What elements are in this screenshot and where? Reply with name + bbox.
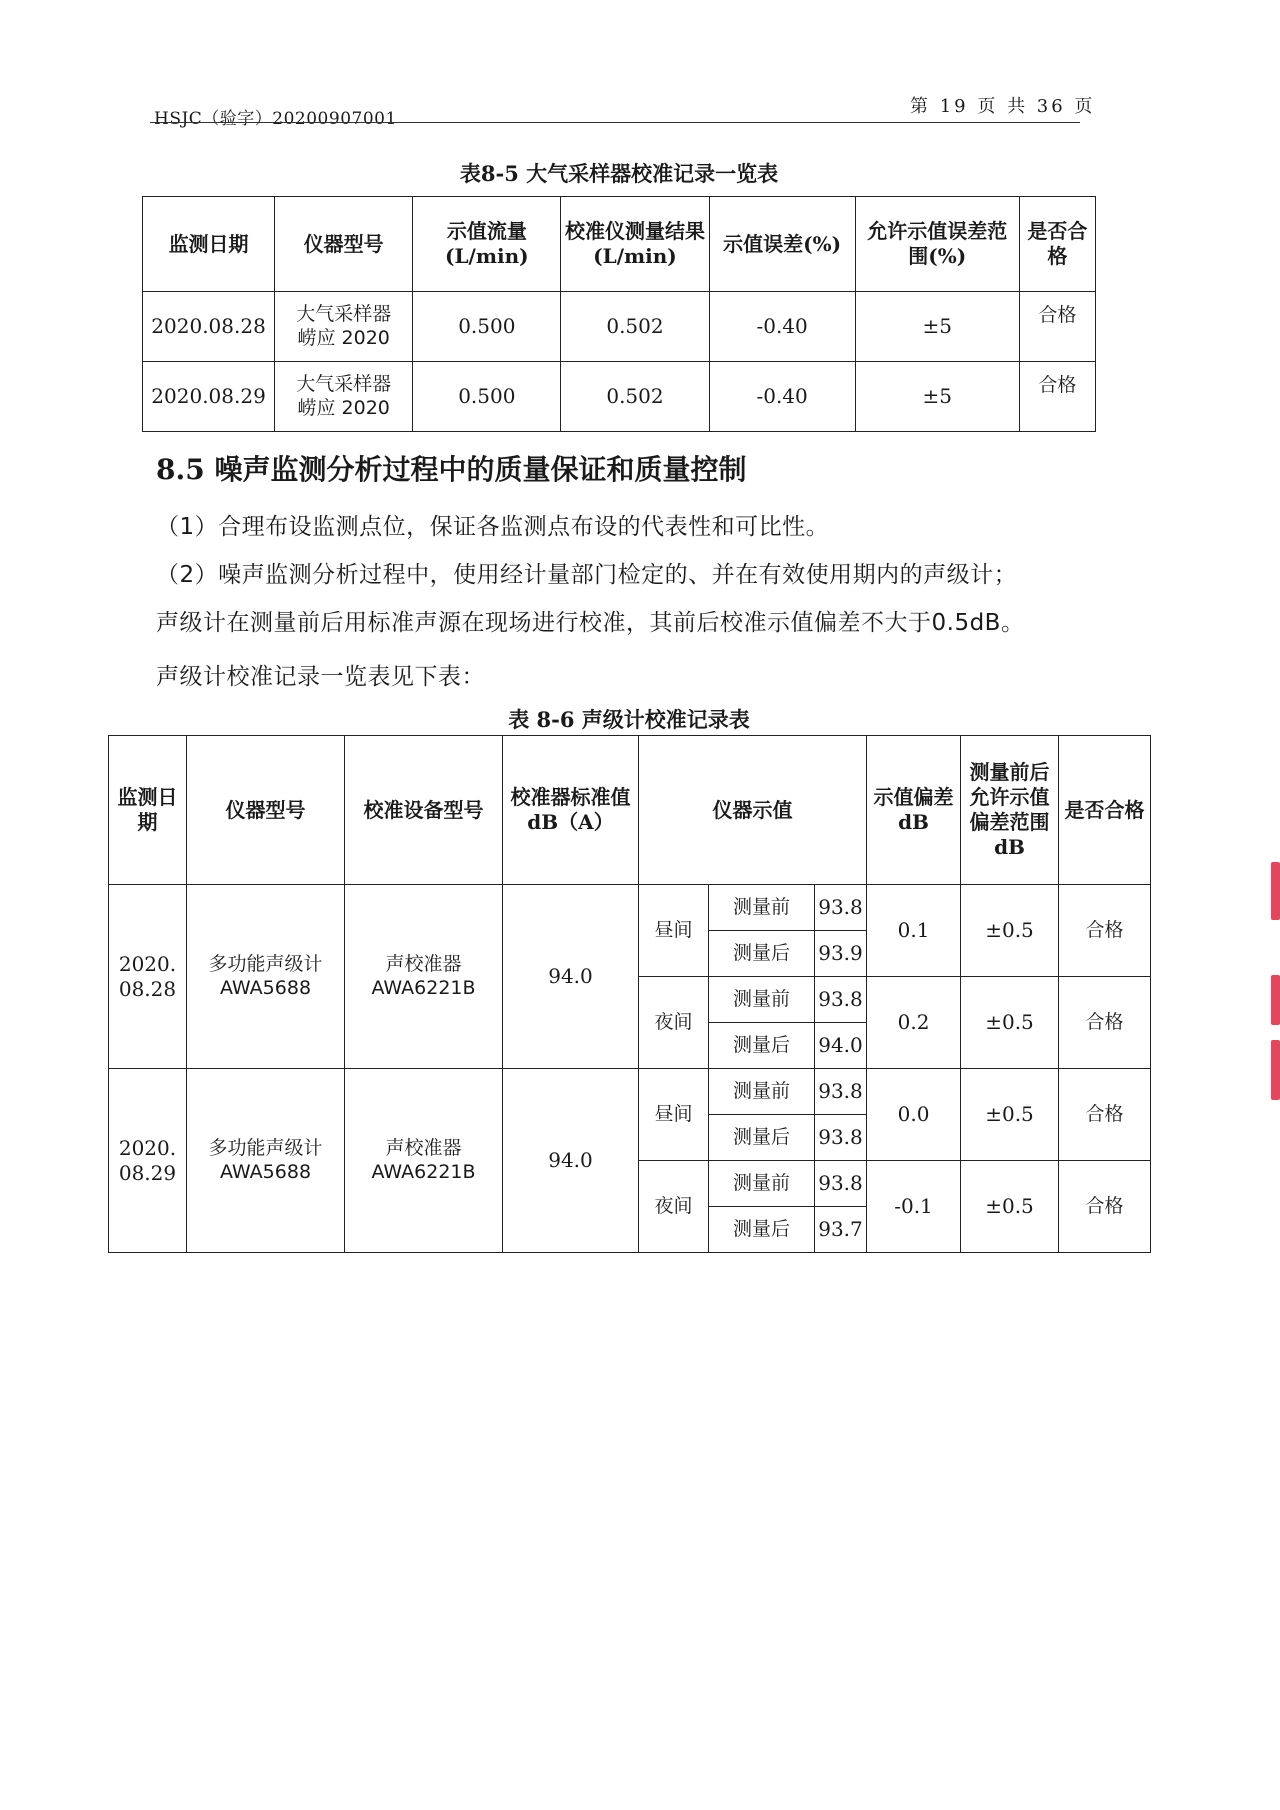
table-8-5 <box>142 196 1096 432</box>
calibrator-cell <box>345 1069 503 1253</box>
header-cell: 是否合格 <box>1059 736 1151 885</box>
period-cell: 昼间 <box>639 1069 709 1161</box>
deviation-cell: 0.1 <box>867 885 961 977</box>
flow-cell: 0.500 <box>413 292 561 362</box>
header-cell: 校准设备型号 <box>345 736 503 885</box>
header-rule <box>150 122 1080 123</box>
date-cell <box>109 1069 187 1253</box>
after-value: 94.0 <box>815 1023 867 1069</box>
instrument-cell <box>187 1069 345 1253</box>
instrument-cell <box>275 362 413 432</box>
after-value: 93.8 <box>815 1115 867 1161</box>
after-value: 93.7 <box>815 1207 867 1253</box>
deviation-cell: -0.1 <box>867 1161 961 1253</box>
stamp-fragment <box>1271 1040 1280 1100</box>
error-cell: -0.40 <box>709 292 855 362</box>
paragraph: 声级计在测量前后用标准声源在现场进行校准，其前后校准示值偏差不大于0.5dB。 <box>156 610 1025 636</box>
pass-cell: 合格 <box>1059 977 1151 1069</box>
calibrator-line: 声校准器 <box>385 1136 462 1159</box>
header-cell: 示值流量(L/min) <box>413 197 561 292</box>
date-cell <box>109 885 187 1069</box>
deviation-cell: 0.0 <box>867 1069 961 1161</box>
date-line: 2020. <box>118 951 177 976</box>
date-line: 08.29 <box>118 1160 177 1185</box>
date-line: 2020. <box>118 1135 177 1160</box>
date-line: 08.28 <box>118 976 177 1001</box>
page-number: 第 19 页 共 36 页 <box>910 96 1096 117</box>
instrument-line: 多功能声级计 <box>208 952 323 975</box>
measured-cell: 0.502 <box>561 362 709 432</box>
header-cell: 示值偏差 dB <box>867 736 961 885</box>
header-cell: 仪器示值 <box>639 736 867 885</box>
instrument-line: 崂应 2020 <box>297 396 390 419</box>
instrument-line: AWA5688 <box>219 1160 312 1183</box>
measured-cell: 0.502 <box>561 292 709 362</box>
date-cell: 2020.08.29 <box>143 362 275 432</box>
after-label: 测量后 <box>709 1207 815 1253</box>
header-cell: 测量前后允许示值偏差范围dB <box>961 736 1059 885</box>
calibrator-line: AWA6221B <box>371 1160 476 1183</box>
header-cell: 校准仪测量结果(L/min) <box>561 197 709 292</box>
before-label: 测量前 <box>709 1161 815 1207</box>
header-cell: 监测日期 <box>109 736 187 885</box>
stamp-fragment <box>1271 975 1280 1025</box>
table-row <box>109 885 1151 931</box>
pass-cell: 合格 <box>1019 362 1095 432</box>
instrument-cell <box>187 885 345 1069</box>
after-label: 测量后 <box>709 1023 815 1069</box>
pass-cell: 合格 <box>1059 1161 1151 1253</box>
instrument-line: 崂应 2020 <box>297 326 390 349</box>
before-value: 93.8 <box>815 885 867 931</box>
after-value: 93.9 <box>815 931 867 977</box>
paragraph: 声级计校准记录一览表见下表： <box>156 664 485 690</box>
header-cell: 示值误差(%) <box>709 197 855 292</box>
header-cell: 校准器标准值 dB（A） <box>503 736 639 885</box>
pass-cell: 合格 <box>1059 885 1151 977</box>
calibrator-line: AWA6221B <box>371 976 476 999</box>
allowed-cell: ±5 <box>855 292 1019 362</box>
paragraph: （2）噪声监测分析过程中，使用经计量部门检定的、并在有效使用期内的声级计； <box>156 562 1018 588</box>
error-cell: -0.40 <box>709 362 855 432</box>
header-cell: 是否合格 <box>1019 197 1095 292</box>
period-cell: 昼间 <box>639 885 709 977</box>
std-value-cell: 94.0 <box>503 885 639 1069</box>
header-cell: 仪器型号 <box>275 197 413 292</box>
stamp-fragment <box>1271 862 1280 920</box>
instrument-line: AWA5688 <box>219 976 312 999</box>
table-header-row <box>143 197 1096 292</box>
table-8-5-caption: 表8-5 大气采样器校准记录一览表 <box>459 161 779 186</box>
pass-cell: 合格 <box>1019 292 1095 362</box>
section-title: 8.5 噪声监测分析过程中的质量保证和质量控制 <box>156 453 747 486</box>
table-row <box>109 1069 1151 1115</box>
allowed-cell: ±0.5 <box>961 1161 1059 1253</box>
before-label: 测量前 <box>709 1069 815 1115</box>
after-label: 测量后 <box>709 931 815 977</box>
std-value-cell: 94.0 <box>503 1069 639 1253</box>
table-header-row <box>109 736 1151 885</box>
calibrator-line: 声校准器 <box>385 952 462 975</box>
allowed-cell: ±0.5 <box>961 1069 1059 1161</box>
header-cell: 仪器型号 <box>187 736 345 885</box>
instrument-cell <box>275 292 413 362</box>
deviation-cell: 0.2 <box>867 977 961 1069</box>
report-number: HSJC（验字）20200907001 <box>154 109 397 129</box>
allowed-cell: ±5 <box>855 362 1019 432</box>
after-label: 测量后 <box>709 1115 815 1161</box>
before-value: 93.8 <box>815 1069 867 1115</box>
paragraph: （1）合理布设监测点位，保证各监测点布设的代表性和可比性。 <box>156 514 830 540</box>
period-cell: 夜间 <box>639 1161 709 1253</box>
allowed-cell: ±0.5 <box>961 885 1059 977</box>
header-cell: 监测日期 <box>143 197 275 292</box>
table-row <box>143 292 1096 362</box>
instrument-line: 多功能声级计 <box>208 1136 323 1159</box>
instrument-line: 大气采样器 <box>296 302 392 325</box>
before-label: 测量前 <box>709 977 815 1023</box>
table-8-6 <box>108 735 1151 1253</box>
date-cell: 2020.08.28 <box>143 292 275 362</box>
table-row <box>143 362 1096 432</box>
before-value: 93.8 <box>815 977 867 1023</box>
table-8-6-caption: 表 8-6 声级计校准记录表 <box>508 707 750 732</box>
header-cell: 允许示值误差范围(%) <box>855 197 1019 292</box>
before-value: 93.8 <box>815 1161 867 1207</box>
before-label: 测量前 <box>709 885 815 931</box>
allowed-cell: ±0.5 <box>961 977 1059 1069</box>
pass-cell: 合格 <box>1059 1069 1151 1161</box>
instrument-line: 大气采样器 <box>296 372 392 395</box>
period-cell: 夜间 <box>639 977 709 1069</box>
flow-cell: 0.500 <box>413 362 561 432</box>
calibrator-cell <box>345 885 503 1069</box>
